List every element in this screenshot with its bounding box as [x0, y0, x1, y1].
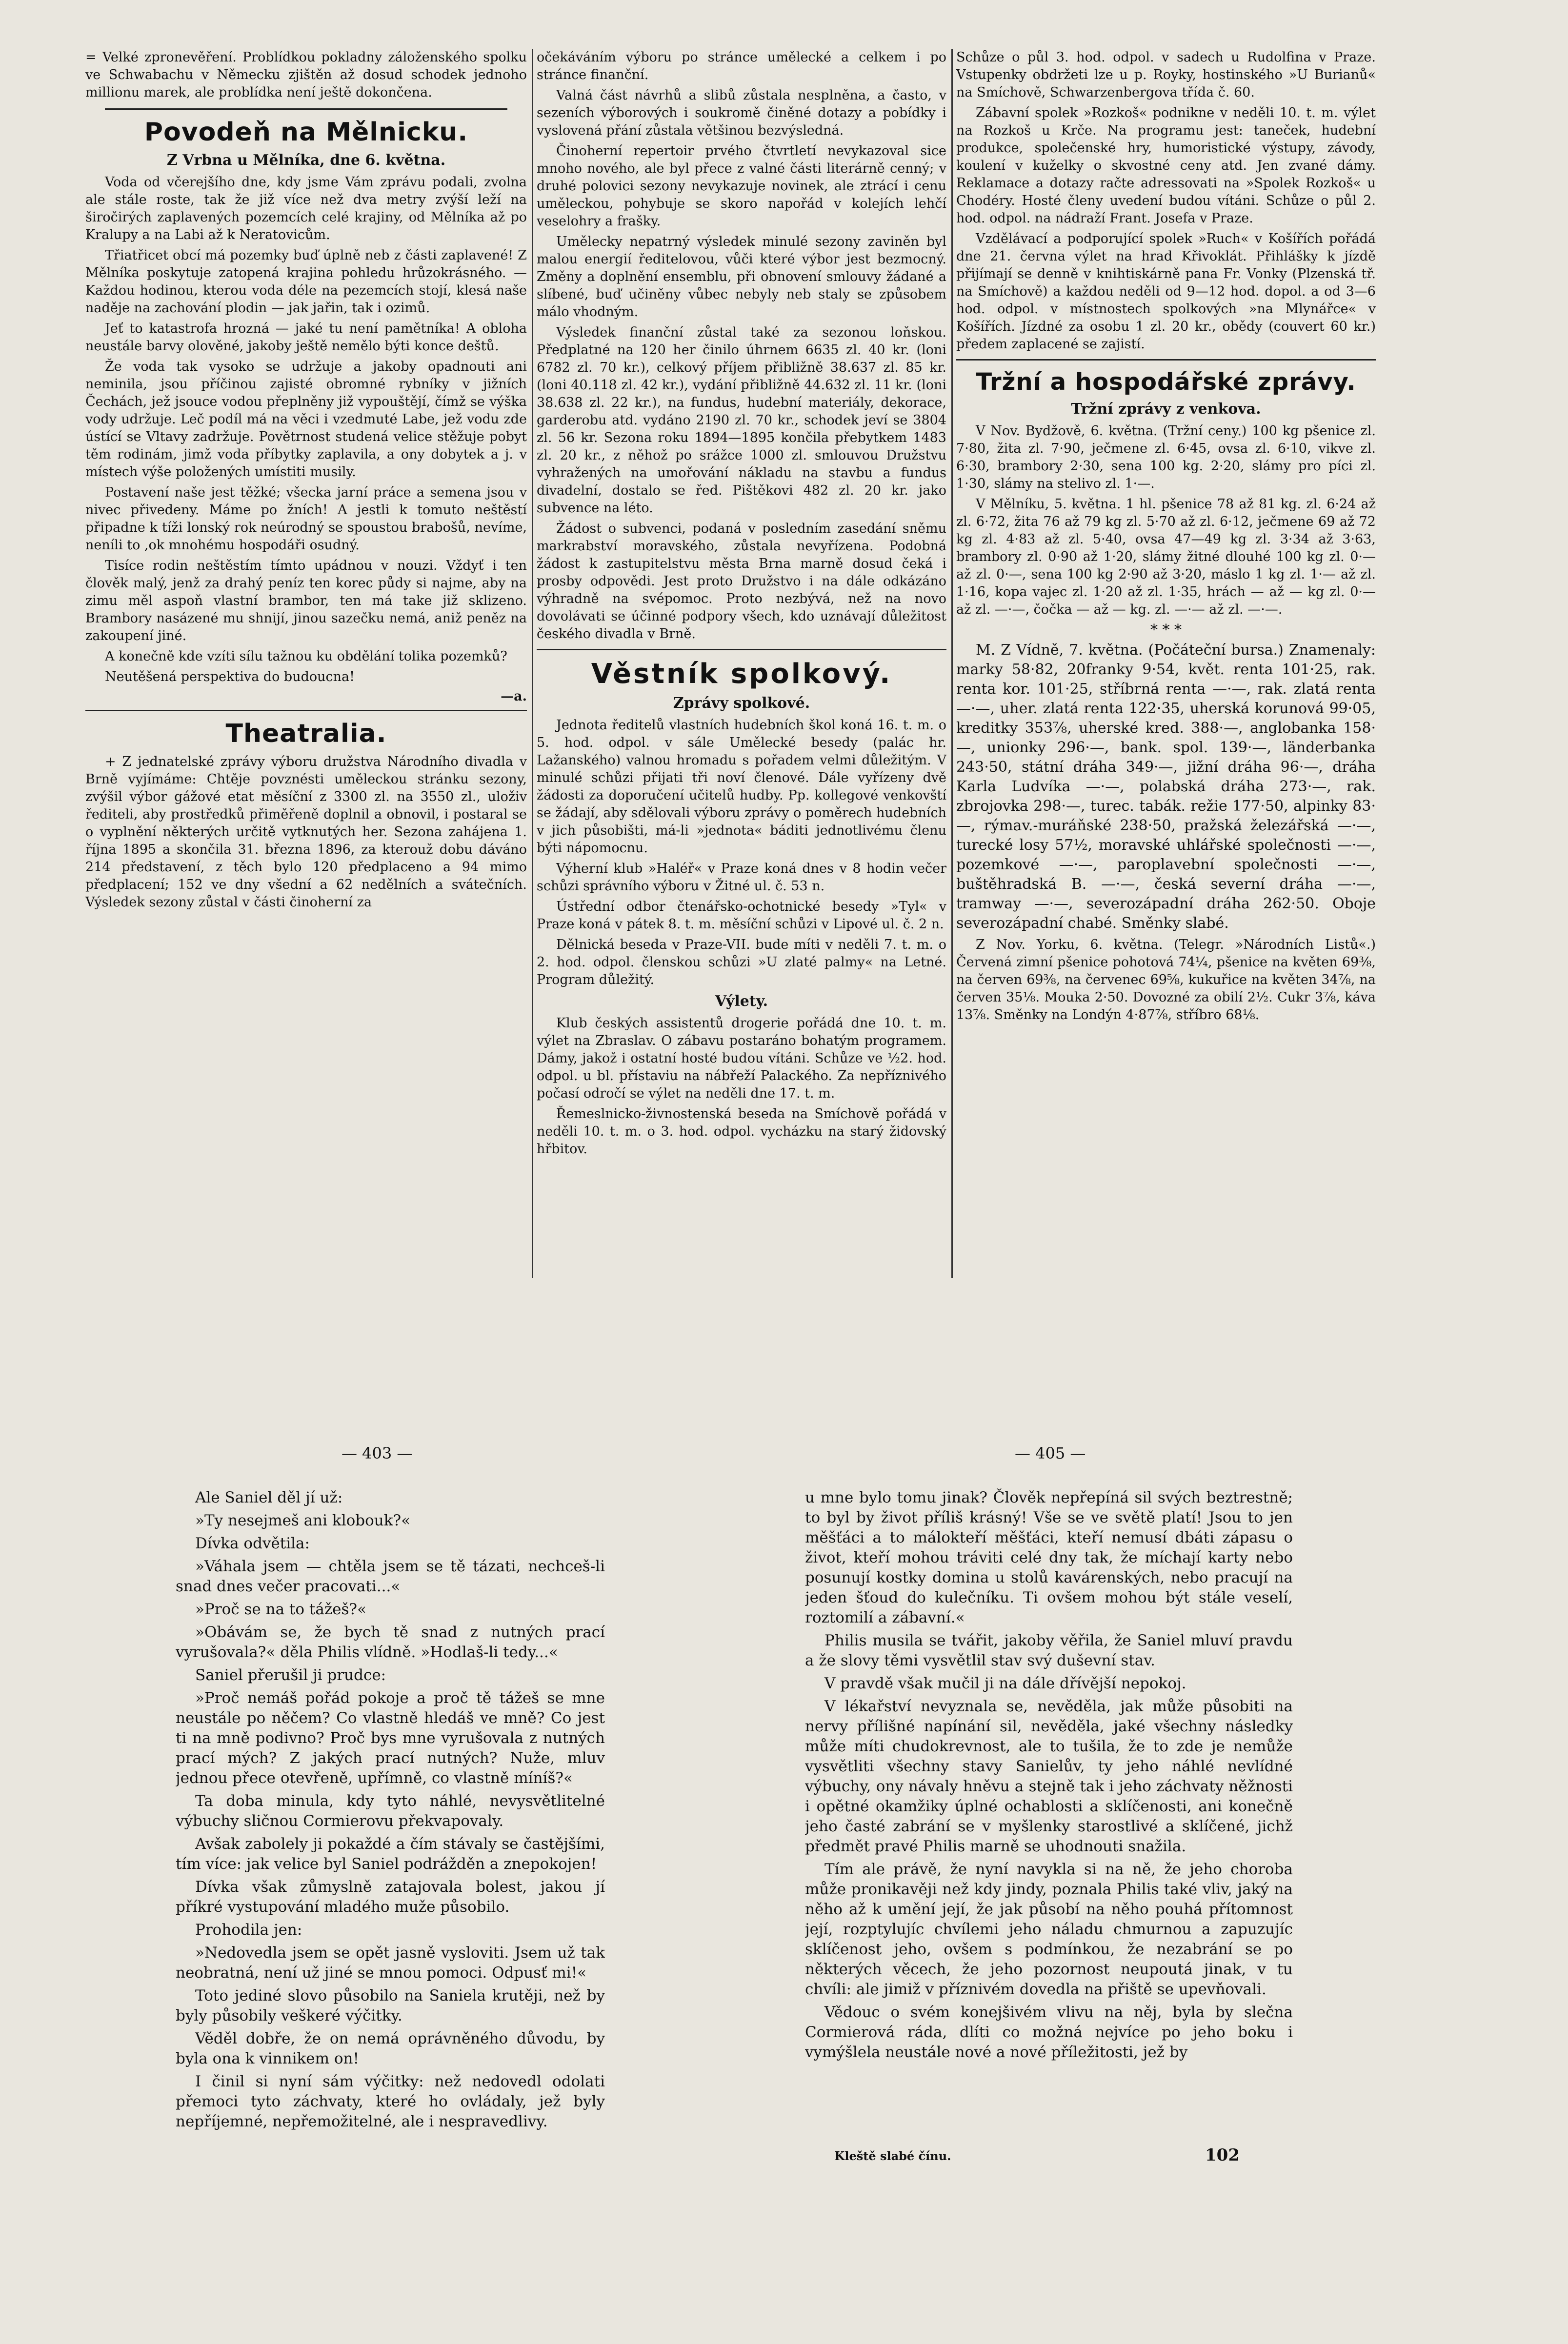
lower-left-column	[176, 1488, 605, 2171]
divider	[105, 108, 507, 110]
novel-paragraph: I činil si nyní sám výčitky: než nedovedl odolati přemoci tyto záchvaty, které ho ovládaly, jež byly nepříjemné, nepřemožitelné, ale i nespravedlivy.	[176, 2073, 605, 2130]
trips-paragraph: Vzdělávací a podporující spolek »Ruch« v Košířích pořádá dne 21. června výlet na hrad Křivoklát. Přihlášky k jízdě přijímají se denně v knihtiskárně pana Fr. Vonky (Plzenská tř. na Smíchově) a každou neděli od 9—12 hod. dopol. a od 3—6 hod. odpol. v místnostech spolkových »na Mlynářce« v Košířích. Jízdné za osobu 1 zl. 20 kr., obědy (couvert 60 kr.) předem zaplacené se zajistí.	[956, 231, 1376, 352]
association-title: Věstník spolkový.	[591, 658, 892, 690]
novel-paragraph: Věděl dobře, že on nemá oprávněného důvodu, by byla ona k vinnikem on!	[176, 2030, 605, 2067]
footer-page-number: 102	[1205, 2145, 1240, 2165]
flood-paragraph: Tisíce rodin neštěstím tímto upádnou v nouzi. Vždyť i ten člověk malý, jenž za drahý peníz ten korec půdy si najme, aby na zimu měl aspoň vlastní brambor, ten má take již sklizeno. Brambory nasázené mu shnijí, jinou sazečku nemá, aniž peněz na zakoupení jiné.	[85, 558, 527, 643]
novel-paragraph: V lékařství nevyznala se, nevěděla, jak může působiti na nervy přílišné napínání sil, nevěděla, jaké všechny následky může míti chudokrevnost, ale to tušila, že to zde je nemůže vysvětliti všechny stavy Sanielův, ty jeho náhlé nevlídné výbuchy, ony návaly hněvu a stejně tak i jeho záchvaty něžnosti i opětné okamžiky úplné ochablosti a sklíčenosti, ani konečně jeho časté zabrání se v myšlenky starostlivé a sklíčené, jichž předmět pravé Philis marně se uhodnouti snažila.	[805, 1698, 1293, 1855]
theatre-paragraph: Výsledek finanční zůstal také za sezonou loňskou. Předplatné na 120 her činilo úhrnem 6635 zl. 40 kr. (loni 6782 zl. 70 kr.), celkový příjem přibližně 38.637 zl. 85 kr. (loni 40.118 zl. 42 kr.), vydání přibližně 44.632 zl. 11 kr. (loni 38.638 zl. 22 kr.), na fundus, hudební materiály, dekorace, garderobu atd. vydáno 2190 zl. 70 kr., schodek jeví se 3804 zl. 56 kr. Sezona roku 1894—1895 končila přebytkem 1483 zl. 20 kr., z něhož po srážce 1000 zl. smlouvou Družstvu vyhražených na umořování nákladu na stavbu a fundus divadelní, dostalo se řed. Pištěkovi 482 zl. 20 kr. jako subvence na léto.	[537, 325, 946, 516]
flood-dateline: Z Vrbna u Mělníka, dne 6. května.	[166, 152, 446, 169]
theatre-paragraph: očekáváním výboru po stránce umělecké a celkem i po stránce finanční.	[537, 50, 946, 82]
novel-paragraph: »Proč nemáš pořád pokoje a proč tě tážeš se mne neustále po něčem? Co vlastně hledáš ve mně? Co jest ti na mně podivno? Proč bys mne vyrušovala z nutných prací mých? Z jakých prací nutných? Nuže, mluv jednou přece otevřeně, upřímně, co vlastně míníš?«	[176, 1689, 605, 1787]
novel-paragraph: »Váhala jsem — chtěla jsem se tě tázati, nechceš-li snad dnes večer pracovati...«	[176, 1558, 605, 1595]
novel-paragraph: Prohodila jen:	[195, 1921, 302, 1939]
signature: —a.	[501, 689, 527, 704]
novel-paragraph: Ta doba minula, kdy tyto náhlé, nevysvětlitelné výbuchy sličnou Cormierovu překvapovaly.	[176, 1792, 605, 1830]
flood-paragraph: Třiatřicet obcí má pozemky buď úplně neb z části zaplavené! Z Mělníka poskytuje zatopená krajina pohledu hrůzokrásného. — Každou hodinou, kterou voda déle na pezemcích stojí, klesá naše naděje na zachování plodin — jak jařin, tak i ozimů.	[85, 248, 527, 316]
theatre-paragraph: Činoherní repertoir prvého čtvrtletí nevykazoval sice mnoho nového, ale byl přece z valné části literárně cenný; v druhé polovici sezony nevykazuje novinek, ale ztrácí i cenu uměleckou, pohybuje se skoro napořád v kolejích lehčí veselohry a frašky.	[537, 143, 946, 229]
flood-paragraph: Že voda tak vysoko se udržuje a jakoby opadnouti ani neminila, jsou příčinou zajisté obromné rybníky v jižních Čechách, jež jsouce vodou přeplněny již vypouštějí, čímž se výška vody udržuje. Leč podíl má na věci i vzedmuté Labe, jež vodu zde ústící se Vltavy zadržuje. Povětrnost studená velice stěžuje pobyt těm rodinám, jimž voda příbytky zaplavila, a ony dobytek a j. v místech výše položených umístiti musily.	[85, 359, 527, 480]
page-number-left: — 403 —	[342, 1444, 413, 1462]
newyork-paragraph: Z Nov. Yorku, 6. května. (Telegr. »Národních Listů«.) Červená zimní pšenice pohotová 74¼, pšenice na květen 69⅜, na červen 69⅜, na červenec 69⅝, kukuřice na květen 34⅞, na červen 35⅛. Mouka 2·50. Dovozné za obilí 2½. Cukr 3⅞, káva 13⅞. Směnky na Londýn 4·87⅞, stříbro 68⅛.	[956, 937, 1376, 1022]
flood-paragraph: Neutěšená perspektiva do budoucna!	[105, 669, 355, 684]
lower-right-column	[805, 1488, 1293, 2142]
footer-imprint: Kleště slabé čínu.	[834, 2149, 951, 2163]
flood-title: Povodeň na Mělnicku.	[144, 118, 468, 147]
divider	[85, 710, 527, 711]
column-divider	[532, 49, 533, 1278]
trips-paragraph: Klub českých assistentů drogerie pořádá dne 10. t. m. výlet na Zbraslav. O zábavu postaráno bohatým programem. Dámy, jakož i ostatní hosté budou vítáni. Schůze ve ½2. hod. odpol. u bl. přístaviu na nábřeží Palackého. Za nepříznivého počasí odročí se výlet na neděli dne 17. t. m.	[537, 1016, 946, 1101]
trips-paragraph: Zábavní spolek »Rozkoš« podnikne v neděli 10. t. m. výlet na Rozkoš u Krče. Na programu jest: taneček, hudební produkce, společenské hry, humoristické výstupy, závody, koulení v kuželky o skvostné ceny atd. Jen zvané dámy. Reklamace a dotazy račte adressovati na »Spolek Rozkoš« u Chodéry. Hosté členy uvedení budou vítáni. Schůze o půl 2. hod. odpol. na nádraží Frant. Josefa v Praze.	[956, 105, 1376, 226]
novel-paragraph: Avšak zabolely ji pokaždé a čím stávaly se častějšími, tím více: jak velice byl Saniel podrážděn a znepokojen!	[176, 1835, 605, 1873]
divider	[956, 359, 1376, 361]
novel-paragraph: Dívka však zůmyslně zatajovala bolest, jakou jí příkré vystupování mladého muže působilo.	[176, 1878, 605, 1916]
novel-paragraph: »Nedovedla jsem se opět jasně vysloviti. Jsem už tak neobratná, není už jiné se mnou pomoci. Odpusť mi!«	[176, 1944, 605, 1982]
novel-paragraph: Vědouc o svém konejšivém vlivu na něj, byla by slečna Cormierová ráda, dlíti co možná nejvíce po jeho boku i vymýšlela neustále nové a nové příležitosti, jež by	[805, 2003, 1293, 2061]
association-paragraph: Dělnická beseda v Praze-VII. bude míti v neděli 7. t. m. o 2. hod. odpol. členskou schůzi »U zlaté palmy« na Letné. Program důležitý.	[537, 937, 946, 987]
column-divider	[951, 49, 953, 1278]
novel-paragraph: u mne bylo tomu jinak? Člověk nepřepíná sil svých beztrestně; to byl by život příliš krásný! Vše se ve světě platí! Jsou to jen měšťáci a to málokteří měšťáci, kteří nemusí dbáti zápasu o život, kteří mohou tráviti celé dny tak, že míchají karty nebo posunují kostky domina u stolů kavárenských, nebo pracují na jeden šťoud do kulečníku. Ti ovšem mohou být stále veselí, roztomilí a zábavní.«	[805, 1489, 1293, 1626]
flood-paragraph: Voda od včerejšího dne, kdy jsme Vám zprávu podali, zvolna ale stále roste, tak že již více než dva metry zvýší leží na širočirých zaplavených pozemcích celé krajiny, od Mělníka až po Kralupy a na Labi až k Neratovicům.	[85, 175, 527, 242]
novel-paragraph: »Ty nesejmeš ani klobouk?«	[195, 1512, 411, 1529]
theatre-paragraph: Žádost o subvenci, podaná v posledním zasedání sněmu markrabství moravského, zůstala nevyřízena. Podobná žádost k zastupitelstvu města Brna marně dosud čeká i prosby odpovědi. Jest proto Družstvo i na dále odkázáno výhradně na svépomoc. Proto nezbývá, než na novo dovolávati se účinné podpory všech, kdo uznávají důležitost českého divadla v Brně.	[537, 521, 946, 641]
divider	[537, 649, 946, 650]
market-paragraph: V Mělníku, 5. května. 1 hl. pšenice 78 až 81 kg. zl. 6·24 až zl. 6·72, žita 76 až 79 kg zl. 5·70 až zl. 6·12, ječmene 69 až 72 kg zl. 4·83 až zl. 5·40, ovsa 47—49 kg zl. 3·34 až 3·63, brambory zl. 0·90 až 1·20, slámy žitné dlouhé 100 kg zl. 0·— až zl. 0·—, sena 100 kg 2·90 až 3·20, máslo 1 kg zl. 1·— až zl. 1·16, kopa vajec zl. 1·20 až zl. 1·35, hrách — až — kg zl. 0·— až zl. —·—, čočka — až — kg. zl. —·— až zl. —·—.	[956, 497, 1376, 617]
separator-stars: * * *	[1150, 621, 1182, 639]
theatre-title: Theatralia.	[225, 719, 387, 748]
theatre-paragraph: Valná část návrhů a slibů zůstala nesplněna, a často, v sezeních výborových i soukromě činěné dotazy a pobídky i vyslovená přání zůstala většinou bezvýsledná.	[537, 88, 946, 138]
novel-paragraph: »Obávám se, že bych tě snad z nutných prací vyrušovala?« děla Philis vlídně. »Hodlaš-li tedy...«	[176, 1623, 605, 1661]
novel-paragraph: Saniel přerušil ji prudce:	[195, 1666, 386, 1684]
vienna-bourse-paragraph: M. Z Vídně, 7. května. (Počáteční bursa.) Znamenaly: marky 58·82, 20franky 9·54, květ. renta 101·25, rak. renta kor. 101·25, stříbrná renta —·—, rak. zlatá renta —·—, uher. zlatá renta 122·35, uherská korunová 99·05, kreditky 353⅞, uherské kred. 388·—, anglobanka 158·—, unionky 296·—, bank. spol. 139·—, länderbanka 243·50, státní dráha 349·—, jižní dráha 96·—, dráha Karla Ludvíka —·—, polabská dráha 273·—, rak. zbrojovka 298·—, turec. tabák. režie 177·50, alpinky 83·—, rýmav.-muráňské 238·50, pražská železářská —·—, turecké losy 57½, moravské uhlářské společnosti —·—, pozemkové —·—, paroplavební společnosti —·—, buštěhradská B. —·—, česká severní dráha —·—, tramway —·—, severozápadní dráha 262·50. Oboje severozápadní chabé. Směnky slabé.	[956, 641, 1376, 932]
novel-paragraph: Dívka odvětila:	[195, 1535, 310, 1552]
column-3	[956, 49, 1376, 1288]
novel-paragraph: Ale Saniel děl jí už:	[195, 1489, 343, 1506]
trips-paragraph: Schůze o půl 3. hod. odpol. v sadech u Rudolfina v Praze. Vstupenky obdržeti lze u p. Royky, hostinského »U Burianů« na Smíchově, Schwarzenbergova třída č. 60.	[956, 50, 1376, 100]
trips-paragraph: Řemeslnicko-živnostenská beseda na Smíchově pořádá v neděli 10. t. m. o 3. hod. odpol. vycházku na starý židovský hřbitov.	[537, 1106, 946, 1157]
flood-paragraph: Postavení naše jest těžké; všecka jarní práce a semena jsou v nivec přivedeny. Máme po žních! A jestli k tomuto neštěstí připadne k tíži lonský rok neúrodný se spoustou brabošů, nevíme, neníli to ,ok mnohému hospodáři osudný.	[85, 485, 527, 553]
association-paragraph: Ústřední odbor čtenářsko-ochotnické besedy »Tyl« v Praze koná v pátek 8. t. m. měsíční schůzi v Lipové ul. č. 2 n.	[537, 899, 946, 932]
novel-paragraph: V pravdě však mučil ji na dále dřívější nepokoj.	[824, 1675, 1186, 1692]
theatre-paragraph: Umělecky nepatrný výsledek minulé sezony zaviněn byl malou energií ředitelovou, vůči které výbor jest bezmocný. Změny a doplnění ensemblu, při obnovení smlouvy žádané a slíbené, buď učiněny vůbec nebyly neb staly se způsobem málo vhodným.	[537, 234, 946, 320]
association-paragraph: Jednota ředitelů vlastních hudebních škol koná 16. t. m. o 5. hod. odpol. v sále Umělecké besedy (palác hr. Lažanského) valnou hromadu s pořadem velmi důležitým. V minulé schůzi přijati tři noví členové. Dále vyřízeny dvě žádosti za doporučení učitelů hudby. Pp. kollegové venkovští se žádají, aby sdělovali výboru zprávy o poměrech hudebních v jich působišti, má-li »jednota« báditi jednotlivému členu býti nápomocnu.	[537, 718, 946, 856]
flood-paragraph: A konečně kde vzíti sílu tažnou ku obdělání tolika pozemků?	[105, 649, 507, 664]
novel-paragraph: Tím ale právě, že nyní navykla si na ně, že jeho choroba může pronikavěji než kdy jindy, poznala Philis také vliv, jaký na něho až k umění její, že jak působí na něho pouhá přítomnost její, rozptylujíc chvílemi jeho náladu chmurnou a zapuzujíc sklíčenost jeho, ovšem s podmínkou, že nezabrání se po některých věcech, že jeho pozornost neupoutá jinak, v tu chvíli: ale jimiž v příznivém dovedla na přiště se upevňovali.	[805, 1861, 1293, 1998]
association-paragraph: Výherní klub »Haléř« v Praze koná dnes v 8 hodin večer schůzi správního výboru v Žitné ul. č. 53 n.	[537, 861, 946, 894]
flood-paragraph: Jeť to katastrofa hrozná — jaké tu není pamětníka! A obloha neustále barvy olověné, jakoby ještě nemělo býti konce deštů.	[85, 321, 527, 354]
column-1	[85, 49, 527, 1288]
trips-subtitle: Výlety.	[715, 993, 768, 1010]
novel-paragraph: Philis musila se tvářit, jakoby věřila, že Saniel mluví pravdu a že slovy těmi vysvětlil stav svý duševní stav.	[805, 1632, 1293, 1669]
novel-paragraph: »Proč se na to tážeš?«	[195, 1601, 367, 1618]
market-paragraph: V Nov. Bydžově, 6. května. (Tržní ceny.) 100 kg pšenice zl. 7·80, žita zl. 7·90, ječmene zl. 6·45, ovsa zl. 6·10, vikve zl. 6·30, brambory 2·30, sena 100 kg. 2·20, slámy pro píci zl. 1·30, slámy na stelivo zl. 1·—.	[956, 423, 1376, 491]
market-title: Tržní a hospodářské zprávy.	[976, 368, 1356, 396]
page-number-right: — 405 —	[1015, 1444, 1086, 1462]
novel-paragraph: Toto jediné slovo působilo na Saniela krutěji, než by byly působily veškeré výčitky.	[176, 1987, 605, 2024]
association-subtitle: Zprávy spolkové.	[673, 695, 810, 712]
market-subtitle: Tržní zprávy z venkova.	[1071, 401, 1261, 418]
theatre-paragraph: + Z jednatelské zprávy výboru družstva Národního divadla v Brně vyjímáme: Chtěje povznésti uměleckou stránku sezony, zvýšil výbor gážové etat měsíční z 3300 zl. na 3550 zl., uloživ řediteli, aby prostředků přiměřeně doplnil a obnovil, i postaral se o vyplnění některých určitě vytknutých her. Sezona zahájena 1. října 1895 a skončila 31. března 1896, za kterouž dobu dáváno 214 představení, z těch bylo 120 předplaceno a 94 mimo předplacení; 152 ve dny všední a 62 nedělních a svátečních. Výsledek sezony zůstal v části činoherní za	[85, 754, 527, 910]
embezzlement-news: = Velké zpronevěření. Problídkou pokladny záloženského spolku ve Schwabachu v Německu zjištěn až dosud schodek jednoho millionu marek, ale problídka není ještě dokončena.	[85, 50, 527, 100]
column-2	[537, 49, 946, 1288]
